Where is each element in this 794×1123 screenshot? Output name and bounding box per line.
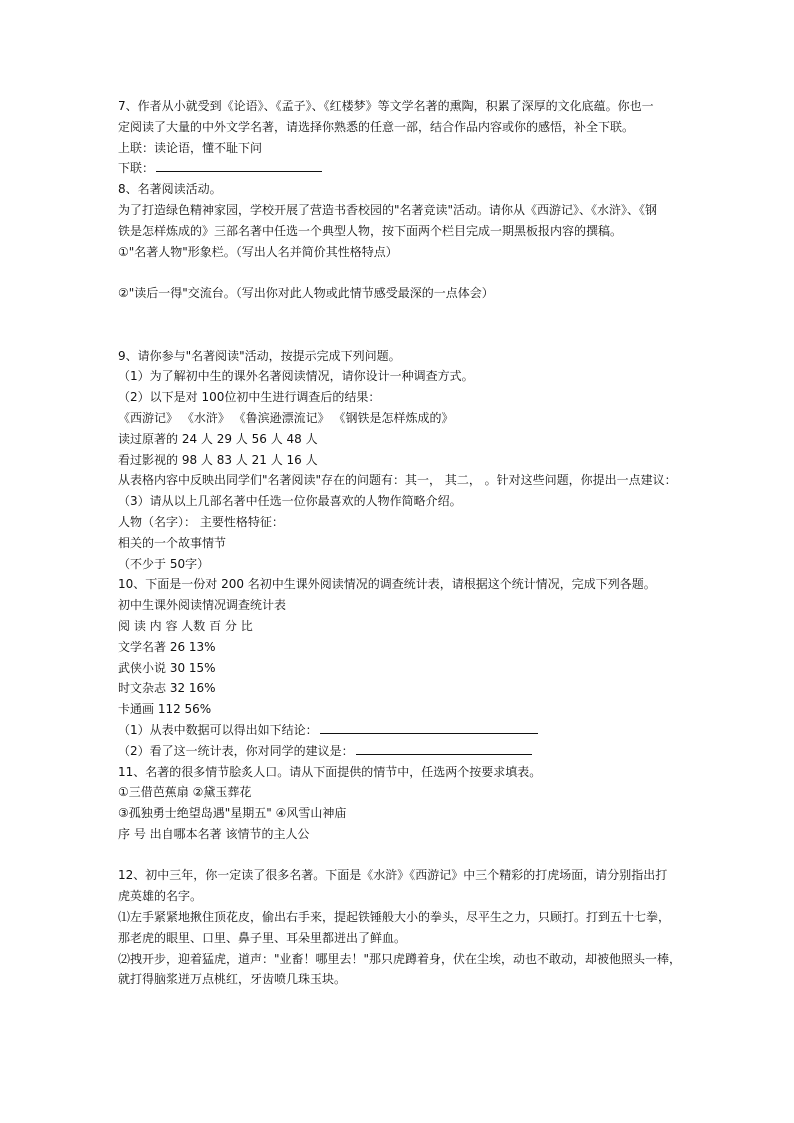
q10-sub-2-row [118, 741, 678, 762]
q9-story: 相关的一个故事情节 [118, 535, 227, 550]
q11-options-2: ③孤独勇士绝望岛遇"星期五" ④风雪山神庙 [118, 806, 347, 821]
q11-title: 11、名著的很多情节脍炙人口。请从下面提供的情节中，任选两个按要求填表。 [118, 764, 542, 779]
q10-table-row: 卡通画 112 56% [118, 702, 212, 717]
q7-line-1: 7、作者从小就受到《论语》、《孟子》、《红楼梦》等文学名著的熏陶，积累了深厚的文化底蕴。你也一 [118, 99, 654, 113]
q12-passage-2a: ⑵拽开步，迎着猛虎，道声："业畜！哪里去！"那只虎蹲着身，伏在尘埃，动也不敢动，却被他照头一棒， [118, 951, 682, 966]
q9-sub-3: （3）请从以上几部名著中任选一位你最喜欢的人物作简略介绍。 [118, 494, 462, 509]
spacer [118, 325, 678, 346]
q7-xialian-label: 下联： [118, 161, 155, 176]
q9-sub-1: （1）为了解初中生的课外名著阅读情况，请你设计一种调查方式。 [118, 369, 474, 384]
q9-sub-2: （2）以下是对 100位初中生进行调查后的结果： [118, 390, 381, 405]
q9-books: 《西游记》 《水浒》 《鲁滨逊漂流记》 《钢铁是怎样炼成的》 [118, 410, 454, 425]
q12-passage-2b: 就打得脑浆迸万点桃红，牙齿喷几珠玉块。 [118, 972, 347, 987]
q10-table-title: 初中生课外阅读情况调查统计表 [118, 598, 287, 613]
spacer [118, 262, 678, 283]
q9-person: 人物（名字）： 主要性格特征： [118, 514, 284, 529]
q8-line-2: 铁是怎样炼成的》三部名著中任选一个典型人物，按下面两个栏目完成一期黑板报内容的撰稿。 [118, 223, 623, 238]
suggestion-answer-blank[interactable] [356, 741, 532, 755]
q8-item-1: ①"名著人物"形象栏。（写出人名并简价其性格特点） [118, 244, 398, 259]
q7-line-2: 定阅读了大量的中外文学名著，请选择你熟悉的任意一部，结合作品内容或你的感悟，补全下联。 [118, 119, 635, 134]
q10-title: 10、下面是一份对 200 名初中生课外阅读情况的调查统计表，请根据这个统计情况，完成下列各题。 [118, 577, 656, 592]
q7-shanglian: 上联：读论语，懂不耻下问 [118, 140, 263, 155]
q9-title: 9、请你参与"名著阅读"活动，按提示完成下列问题。 [118, 348, 401, 363]
q10-sub-1: （1）从表中数据可以得出如下结论： [118, 722, 318, 737]
q12-passage-1b: 那老虎的眼里、口里、鼻子里、耳朵里都迸出了鲜血。 [118, 930, 407, 945]
q8-title: 8、名著阅读活动。 [118, 182, 222, 197]
spacer [118, 845, 678, 866]
q11-options-1: ①三借芭蕉扇 ②黛玉葬花 [118, 785, 252, 800]
q10-sub-1-row [118, 720, 678, 741]
xialian-answer-blank[interactable] [156, 158, 322, 172]
q10-table-row: 文学名著 26 13% [118, 639, 216, 654]
q9-row-watched: 看过影视的 98 人 83 人 21 人 16 人 [118, 452, 318, 467]
q9-limit: （不少于 50字） [118, 556, 210, 571]
q8-line-1: 为了打造绿色精神家园，学校开展了营造书香校园的"名著竞读"活动。请你从《西游记》、《水浒》、《钢 [118, 202, 658, 217]
q10-sub-2: （2）看了这一统计表，你对同学的建议是： [118, 743, 354, 758]
q8-item-2: ②"读后一得"交流台。（写出你对此人物或此情节感受最深的一点体会） [118, 286, 494, 301]
q9-analysis: 从表格内容中反映出同学们"名著阅读"存在的问题有：其一， 其二， 。针对这些问题，你提出一点建议： [118, 473, 677, 488]
q12-passage-1a: ⑴左手紧紧地揪住顶花皮，偷出右手来，提起铁锤般大小的拳头，尽平生之力，只顾打。打到五十七拳， [118, 910, 671, 925]
conclusion-answer-blank[interactable] [320, 720, 538, 734]
q10-table-header: 阅 读 内 容 人数 百 分 比 [118, 618, 253, 633]
q12-line-2: 虎英雄的名字。 [118, 889, 203, 904]
q12-line-1: 12、初中三年，你一定读了很多名著。下面是《水浒》《西游记》中三个精彩的打虎场面，请分别指出打 [118, 868, 668, 883]
spacer [118, 304, 678, 325]
q7-xialian-row [118, 158, 678, 179]
q11-table-header: 序 号 出自哪本名著 该情节的主人公 [118, 826, 310, 841]
document-page [118, 96, 682, 990]
q9-row-read: 读过原著的 24 人 29 人 56 人 48 人 [118, 431, 318, 446]
q10-table-row: 武侠小说 30 15% [118, 660, 216, 675]
q10-table-row: 时文杂志 32 16% [118, 681, 216, 696]
